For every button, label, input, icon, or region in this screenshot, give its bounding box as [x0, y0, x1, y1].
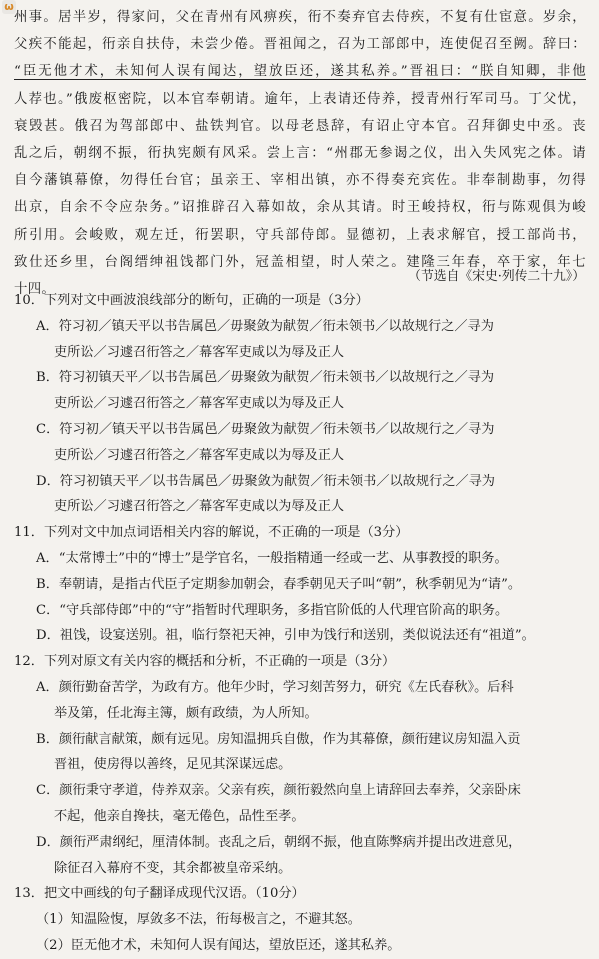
q10-option-a[interactable]: A．符习初／镇天平以书告属邑／毋聚敛为献贺／衎未领书／以故规行之／寻为: [36, 318, 494, 334]
q13-item-2: （2）臣无他才术，未知何人误有闻达，望放臣还，遂其私养。: [36, 937, 401, 953]
app-logo: ω: [2, 0, 16, 14]
passage-line: 人荐也。”俄废枢密院，以本官奉朝请。逾年，上表请还侍养，授青州行军司马。丁父忧，: [14, 91, 586, 107]
passage-line: 父疾不能起，衎亲自扶侍，未尝少倦。晋祖闻之，召为工部郎中，连使促召至阙。辞曰：: [14, 37, 586, 53]
question-12-stem: 12．下列对原文有关内容的概括和分析，不正确的一项是（3分）: [14, 654, 396, 670]
question-11-stem: 11．下列对文中加点词语相关内容的解说，不正确的一项是（3分）: [14, 525, 409, 541]
q11-option-b[interactable]: B．奉朝请，是指古代臣子定期参加朝会，春季朝见天子叫“朝”，秋季朝见为“请”。: [36, 576, 522, 592]
q12-option-c[interactable]: C．颜衎秉守孝道，侍养双亲。父亲有疾，颜衎毅然向皇上请辞回去奉养，父亲卧床: [36, 783, 521, 799]
q12-option-b-cont: 晋祖，使房得以善终，足见其深谋远虑。: [54, 757, 292, 773]
questions-section: [14, 288, 590, 959]
q10-option-c[interactable]: C．符习初／镇天平以书告属邑／毋聚敛为献贺／衎未领书／以故规行之／寻为: [36, 421, 495, 437]
passage-source: （节选自《宋史·列传二十九》）: [408, 269, 585, 284]
q10-option-d[interactable]: D．符习初镇天平／以书告属邑／毋聚敛为献贺／衎未领书／以故规行之／寻为: [36, 473, 495, 489]
q12-option-d[interactable]: D．颜衎严肃纲纪，厘清体制。丧乱之后，朝纲不振，他直陈弊病并提出改进意见，: [36, 834, 522, 850]
question-10-stem: 10．下列对文中画波浪线部分的断句，正确的一项是（3分）: [14, 293, 369, 308]
passage-line: 出京，自余不令应杂务。”诏推辟召入幕如故，余从其请。时王峻持权，衎与陈观俱为峻: [14, 200, 586, 216]
q12-option-d-cont: 除征召入幕府不变，其余都被皇帝采纳。: [54, 860, 292, 876]
passage-line: 乱之后，朝纲不振，衎执宪颇有风采。尝上言：“州郡无参谒之仪，出入失风宪之体。请: [14, 145, 586, 161]
passage-line: 自今藩镇幕僚，勿得任台官；虽亲王、宰相出镇，亦不得奏充宾佐。非奉制勘事，勿得: [14, 173, 586, 189]
q12-option-c-cont: 不起，他亲自搀扶，毫无倦色，品性至孝。: [54, 808, 305, 824]
q10-option-d-cont: 吏所讼／习遽召衎答之／幕客军吏咸以为辱及正人: [54, 499, 345, 515]
q10-option-b-cont: 吏所讼／习遽召衎答之／幕客军吏咸以为辱及正人: [54, 396, 345, 412]
passage-line-underlined: “臣无他才术，未知何人误有闻达，望放臣还，遂其私养。”晋祖曰：“朕自知卿，非他: [14, 64, 586, 80]
q11-option-a[interactable]: A．“太常博士”中的“博士”是学官名，一般指精通一经或一艺、从事教授的职务。: [36, 550, 508, 566]
q10-option-b[interactable]: B．符习初镇天平／以书告属邑／毋聚敛为献贺／衎未领书／以故规行之／寻为: [36, 370, 495, 386]
q12-option-a[interactable]: A．颜衎勤奋苦学，为政有方。他年少时，学习刻苦努力，研究《左氏春秋》。后科: [36, 679, 514, 695]
q11-option-d[interactable]: D．祖饯，设宴送别。祖，临行祭祀天神，引申为饯行和送别，类似说法还有“祖道”。: [36, 628, 535, 644]
passage-line: 致仕还乡里，台阁缙绅祖饯都门外，冠盖相望，时人荣之。建隆三年春，卒于家，年七: [14, 254, 586, 270]
q13-item-1: （1）知温险愎，厚敛多不法，衎每极言之，不避其怒。: [36, 912, 361, 928]
q11-option-c[interactable]: C．“守兵部侍郎”中的“守”指暂时代理职务，多指官阶低的人代理官阶高的职务。: [36, 602, 509, 618]
passage-line: 所引用。会峻败，观左迁，衎罢职，守兵部侍郎。显德初，上表求解官，授工部尚书，: [14, 227, 586, 243]
passage-line: 十四。: [14, 281, 56, 297]
passage-line: 州事。居半岁，得家问，父在青州有风痹疾，衎不奏弃官去侍疾，不复有仕宦意。岁余，: [14, 10, 586, 25]
q12-option-a-cont: 举及第，任北海主簿，颇有政绩，为人所知。: [54, 705, 318, 721]
passage-line: 衰毁甚。俄召为驾部郎中、盐铁判官。以母老恳辞，有诏止守本官。召拜御史中丞。丧: [14, 118, 586, 134]
passage-text: [14, 4, 586, 303]
q12-option-b[interactable]: B．颜衎献言献策，颇有远见。房知温拥兵自傲，作为其幕僚，颜衎建议房知温入贡: [36, 731, 521, 747]
q10-option-c-cont: 吏所讼／习遽召衎答之／幕客军吏咸以为辱及正人: [54, 447, 345, 463]
question-13-stem: 13．把文中画线的句子翻译成现代汉语。（10分）: [14, 886, 305, 902]
q10-option-a-cont: 吏所讼／习遽召衎答之／幕客军吏咸以为辱及正人: [54, 344, 345, 360]
